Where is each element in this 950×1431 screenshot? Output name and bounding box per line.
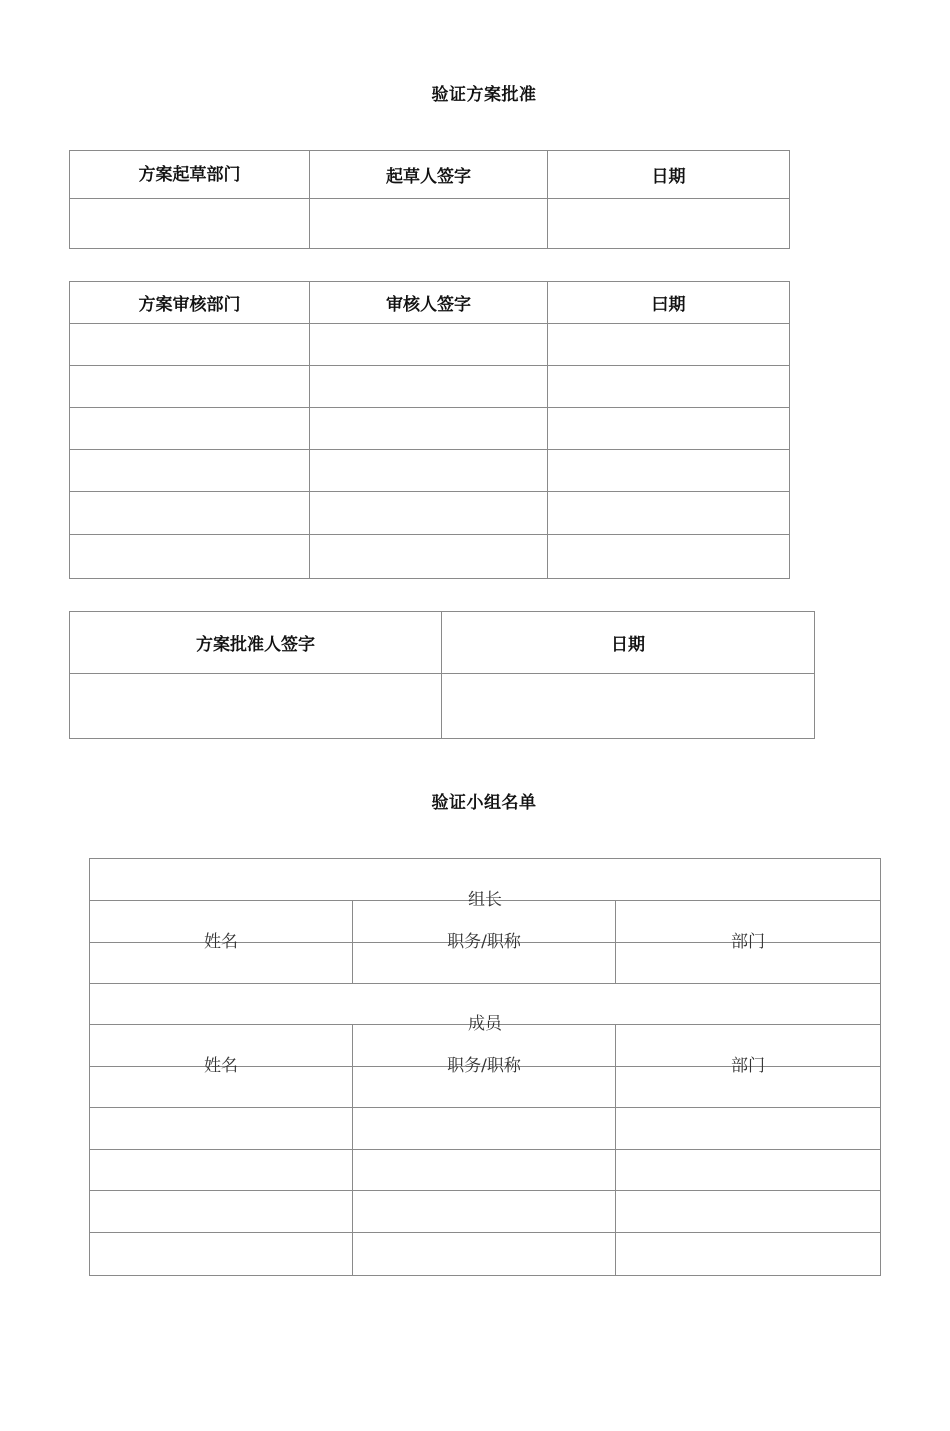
header-approve-date: 日期 [442,612,815,674]
member-dept-cell[interactable] [616,1191,881,1233]
member-dept-cell[interactable] [616,1108,881,1150]
review-dept-cell[interactable] [70,492,310,535]
table-row [70,492,790,535]
header-draft-dept: 方案起草部门 [70,151,310,199]
review-dept-cell[interactable] [70,450,310,492]
draft-dept-cell[interactable] [70,199,310,249]
table-row [90,1150,881,1191]
draft-table [69,150,790,249]
reviewer-signature-cell[interactable] [310,366,548,408]
column-title: 职务/职称 [353,901,616,943]
column-department: 部门 [616,901,881,943]
member-title-cell[interactable] [353,1150,616,1191]
header-draft-date: 日期 [548,151,790,199]
reviewer-signature-cell[interactable] [310,408,548,450]
review-date-cell[interactable] [548,450,790,492]
draft-date-cell[interactable] [548,199,790,249]
table-row [70,408,790,450]
reviewer-signature-cell[interactable] [310,535,548,579]
table-row [70,199,790,249]
leader-section-label: 组长 [90,859,881,901]
review-date-cell[interactable] [548,408,790,450]
table-row [70,366,790,408]
member-title-cell[interactable] [353,1233,616,1276]
approve-table [69,611,815,739]
member-title-cell[interactable] [353,1108,616,1150]
table-row [90,1108,881,1150]
header-reviewer-signature: 审核人签字 [310,282,548,324]
header-review-dept: 方案审核部门 [70,282,310,324]
member-name-cell[interactable] [90,1150,353,1191]
header-drafter-signature: 起草人签字 [310,151,548,199]
table-row [90,1191,881,1233]
column-name: 姓名 [90,901,353,943]
review-date-cell[interactable] [548,366,790,408]
member-title-cell[interactable] [353,1191,616,1233]
reviewer-signature-cell[interactable] [310,324,548,366]
member-section-label: 成员 [90,984,881,1025]
drafter-signature-cell[interactable] [310,199,548,249]
review-date-cell[interactable] [548,535,790,579]
review-date-cell[interactable] [548,492,790,535]
approve-date-cell[interactable] [442,674,815,739]
header-review-date: 曰期 [548,282,790,324]
member-name-cell[interactable] [90,1233,353,1276]
member-name-cell[interactable] [90,1108,353,1150]
reviewer-signature-cell[interactable] [310,450,548,492]
team-title: 验证小组名单 [431,793,537,813]
approver-signature-cell[interactable] [70,674,442,739]
table-row [70,674,815,739]
column-department: 部门 [616,1025,881,1067]
review-date-cell[interactable] [548,324,790,366]
member-dept-cell[interactable] [616,1233,881,1276]
member-dept-cell[interactable] [616,1150,881,1191]
table-row [70,535,790,579]
column-name: 姓名 [90,1025,353,1067]
member-name-cell[interactable] [90,1191,353,1233]
review-table [69,281,790,579]
header-approver-signature: 方案批准人签字 [70,612,442,674]
approval-title: 验证方案批准 [431,85,537,105]
table-row [90,1233,881,1276]
review-dept-cell[interactable] [70,408,310,450]
review-dept-cell[interactable] [70,535,310,579]
table-row [70,324,790,366]
table-row [70,450,790,492]
reviewer-signature-cell[interactable] [310,492,548,535]
review-dept-cell[interactable] [70,366,310,408]
column-title: 职务/职称 [353,1025,616,1067]
team-table [89,858,881,1276]
review-dept-cell[interactable] [70,324,310,366]
